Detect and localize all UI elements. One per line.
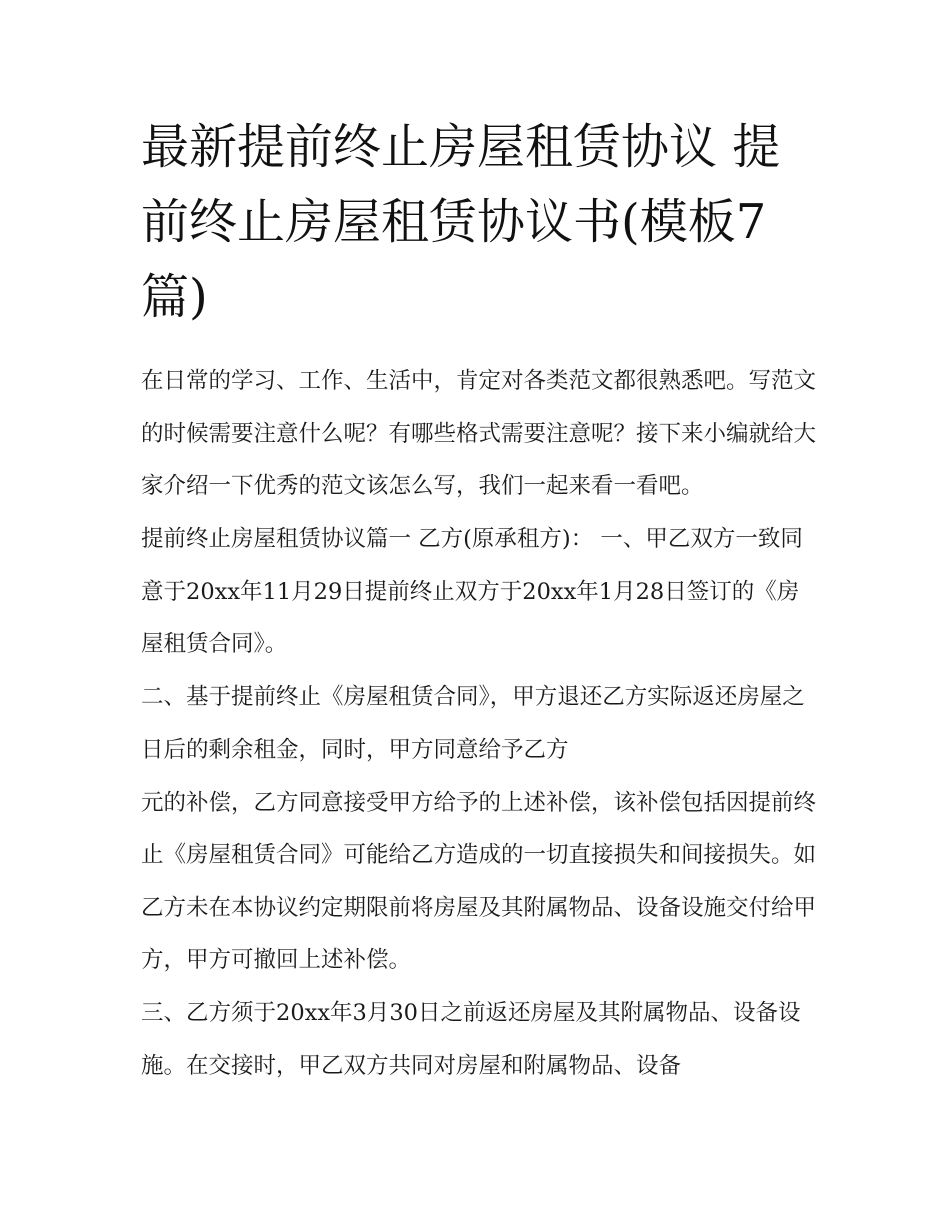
document-title: 最新提前终止房屋租赁协议 提前终止房屋租赁协议书(模板7篇) [141, 119, 781, 325]
paragraph-article-2-continued: 元的补偿，乙方同意接受甲方给予的上述补偿，该补偿包括因提前终止《房屋租赁合同》可能给乙方造成的一切直接损失和间接损失。如乙方未在本协议约定期限前将房屋及其附属物品、设备设施交付给甲方，甲方可撤回上述补偿。 [141, 789, 817, 973]
paragraph-article-3: 三、乙方须于20xx年3月30日之前返还房屋及其附属物品、设备设施。在交接时，甲乙双方共同对房屋和附属物品、设备 [141, 1000, 801, 1079]
document-body [141, 355, 821, 1093]
paragraph-intro: 在日常的学习、工作、生活中，肯定对各类范文都很熟悉吧。写范文的时候需要注意什么呢？有哪些格式需要注意呢？接下来小编就给大家介绍一下优秀的范文该怎么写，我们一起来看一看吧。 [141, 368, 817, 499]
paragraph-article-2: 二、基于提前终止《房屋租赁合同》，甲方退还乙方实际返还房屋之日后的剩余租金，同时，甲方同意给予乙方 [141, 684, 805, 763]
paragraph-article-1: 提前终止房屋租赁协议篇一 乙方(原承租方)： 一、甲乙双方一致同意于20xx年11月29日提前终止双方于20xx年1月28日签订的《房屋租赁合同》。 [141, 526, 803, 657]
